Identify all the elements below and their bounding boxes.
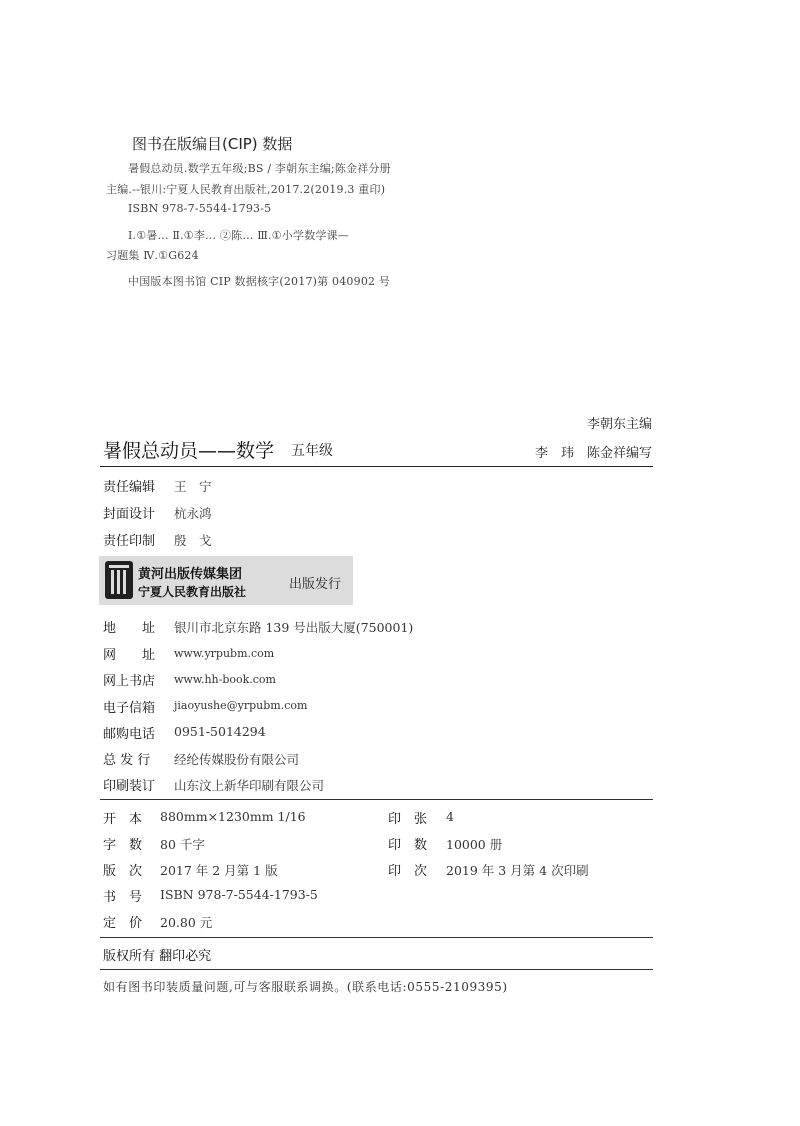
- contact-value: 0951-5014294: [174, 724, 266, 739]
- staff-value: 殷 戈: [174, 533, 212, 548]
- book-title: 暑假总动员——数学: [103, 440, 275, 462]
- contact-label: 网上书店: [103, 674, 156, 689]
- publisher-name: 宁夏人民教育出版社: [138, 585, 247, 599]
- spec-label: 印 数: [388, 838, 428, 853]
- publisher-group: 黄河出版传媒集团: [138, 567, 243, 582]
- book-grade: 五年级: [291, 443, 333, 459]
- contact-label: 地 址: [103, 621, 156, 636]
- book-writers: 李 玮 陈金祥编写: [534, 446, 652, 461]
- staff-value: 杭永鸿: [174, 506, 212, 521]
- copyright-notice: 版权所有 翻印必究: [103, 949, 212, 964]
- publisher-logo-icon: [105, 561, 133, 599]
- cip-line: 暑假总动员.数学五年级;BS / 李朝东主编;陈金祥分册: [128, 162, 391, 175]
- contact-label: 印刷装订: [103, 779, 156, 794]
- editor-in-chief: 李朝东主编: [586, 417, 652, 432]
- staff-value: 王 宁: [174, 479, 212, 494]
- cip-line: 主编.--银川:宁夏人民教育出版社,2017.2(2019.3 重印): [106, 183, 386, 196]
- contact-value: 经纶传媒股份有限公司: [174, 752, 300, 767]
- contact-rule: [100, 799, 653, 800]
- spec-value: 880mm×1230mm 1/16: [160, 809, 306, 824]
- contact-value: 山东汶上新华印刷有限公司: [174, 778, 325, 793]
- spec-label: 版 次: [103, 864, 143, 879]
- cip-line: 中国版本图书馆 CIP 数据核字(2017)第 040902 号: [128, 275, 391, 288]
- contact-value: www.yrpubm.com: [174, 647, 275, 660]
- spec-label: 书 号: [103, 890, 143, 905]
- spec-value: 2017 年 2 月第 1 版: [160, 863, 278, 878]
- copyright-rule: [100, 969, 653, 970]
- staff-label: 责任印制: [103, 534, 156, 549]
- contact-label: 网 址: [103, 648, 156, 663]
- spec-label: 字 数: [103, 838, 143, 853]
- spec-value: 4: [446, 809, 454, 824]
- spec-value: 10000 册: [446, 837, 503, 852]
- contact-value: www.hh-book.com: [174, 673, 276, 686]
- spec-label: 印 张: [388, 812, 428, 827]
- spec-value: ISBN 978-7-5544-1793-5: [160, 887, 318, 902]
- footer-note: 如有图书印装质量问题,可与客服联系调换。(联系电话:0555-2109395): [103, 980, 508, 994]
- staff-label: 封面设计: [103, 507, 156, 522]
- cip-line: Ⅰ.①暑… Ⅱ.①李… ②陈… Ⅲ.①小学数学课—: [128, 229, 349, 242]
- staff-label: 责任编辑: [103, 480, 156, 495]
- publisher-issue: 出版发行: [289, 577, 342, 592]
- title-rule: [100, 466, 653, 467]
- spec-value: 20.80 元: [160, 915, 213, 930]
- contact-label: 总 发 行: [103, 753, 151, 768]
- contact-value: 银川市北京东路 139 号出版大厦(750001): [174, 620, 414, 635]
- spec-rule: [100, 937, 653, 938]
- contact-label: 邮购电话: [103, 727, 156, 742]
- spec-value: 80 千字: [160, 837, 205, 852]
- contact-label: 电子信箱: [103, 701, 156, 716]
- spec-label: 开 本: [103, 812, 143, 827]
- cip-line: ISBN 978-7-5544-1793-5: [128, 202, 272, 215]
- spec-label: 印 次: [388, 864, 428, 879]
- cip-title: 图书在版编目(CIP) 数据: [132, 135, 293, 153]
- contact-value: jiaoyushe@yrpubm.com: [174, 699, 308, 712]
- cip-line: 习题集 Ⅳ.①G624: [106, 249, 199, 262]
- spec-value: 2019 年 3 月第 4 次印刷: [446, 863, 589, 878]
- spec-label: 定 价: [103, 916, 143, 931]
